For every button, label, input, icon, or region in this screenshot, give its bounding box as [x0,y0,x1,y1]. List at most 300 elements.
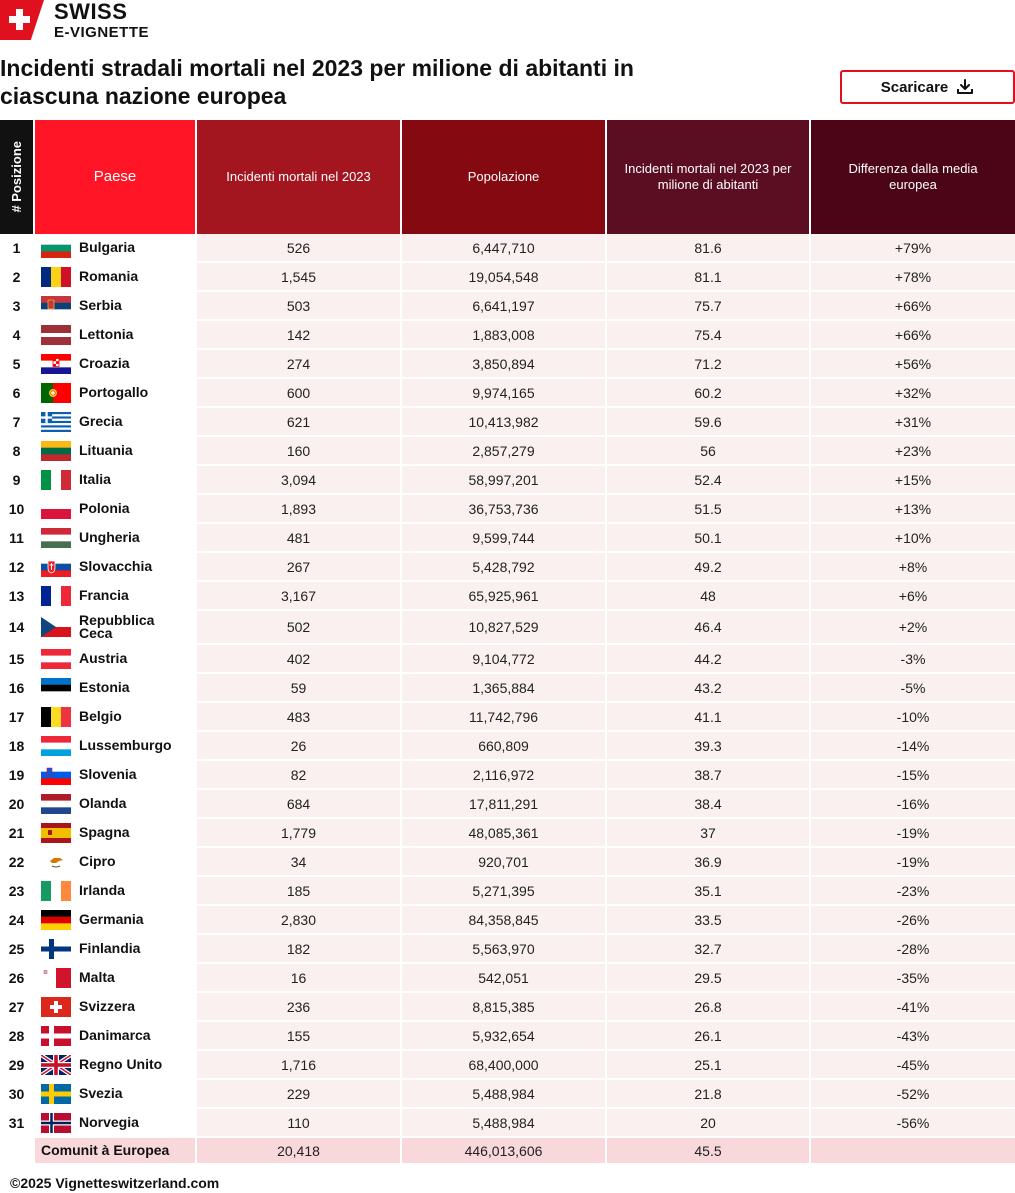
table-row [0,466,1015,495]
rank-cell: 21 [0,819,35,848]
deaths-cell: 229 [197,1080,402,1109]
population-cell: 660,809 [402,732,607,761]
per-million-cell: 43.2 [607,674,811,703]
diff-cell: -3% [811,645,1015,674]
slovenia-flag-icon [41,765,71,785]
per-million-cell: 26.8 [607,993,811,1022]
rank-cell: 14 [0,611,35,645]
romania-flag-icon [41,267,71,287]
country-cell [35,379,197,408]
table-row [0,1080,1015,1109]
diff-cell: +10% [811,524,1015,553]
rank-cell: 24 [0,906,35,935]
country-name: Spagna [79,824,130,840]
country-cell [35,321,197,350]
population-cell: 36,753,736 [402,495,607,524]
table-row [0,495,1015,524]
header-deaths: Incidenti mortali nel 2023 [197,120,402,234]
per-million-cell: 25.1 [607,1051,811,1080]
country-name: Regno Unito [79,1056,163,1072]
country-name: Danimarca [79,1027,151,1043]
table-row [0,321,1015,350]
country-name: Olanda [79,795,127,811]
copyright-footer: ©2025 Vignetteswitzerland.com [10,1175,220,1191]
rank-cell: 13 [0,582,35,611]
per-million-cell: 32.7 [607,935,811,964]
deaths-cell: 502 [197,611,402,645]
diff-cell: +79% [811,234,1015,263]
header-rank: # Posizione [0,120,35,234]
data-table [0,120,1015,1167]
rank-cell: 25 [0,935,35,964]
diff-cell: -45% [811,1051,1015,1080]
header-diff: Differenza dalla media europea [811,120,1015,234]
table-row [0,292,1015,321]
denmark-flag-icon [41,1026,71,1046]
deaths-cell: 82 [197,761,402,790]
table-row [0,848,1015,877]
table-row [0,645,1015,674]
country-name: Romania [79,268,139,284]
per-million-cell: 81.1 [607,263,811,292]
table-body [0,234,1015,1138]
diff-cell: -19% [811,848,1015,877]
brand-logo [0,0,149,40]
hungary-flag-icon [41,528,71,548]
population-cell: 2,857,279 [402,437,607,466]
diff-cell: -56% [811,1109,1015,1138]
deaths-cell: 16 [197,964,402,993]
per-million-cell: 39.3 [607,732,811,761]
per-million-cell: 81.6 [607,234,811,263]
per-million-cell: 41.1 [607,703,811,732]
rank-cell: 27 [0,993,35,1022]
rank-cell: 6 [0,379,35,408]
diff-cell: +23% [811,437,1015,466]
country-cell [35,703,197,732]
rank-cell: 4 [0,321,35,350]
country-cell [35,524,197,553]
population-cell: 5,488,984 [402,1080,607,1109]
country-cell [35,848,197,877]
diff-cell: -28% [811,935,1015,964]
country-cell [35,761,197,790]
diff-cell: +2% [811,611,1015,645]
diff-cell: -16% [811,790,1015,819]
per-million-cell: 75.7 [607,292,811,321]
total-rank-cell [0,1138,35,1165]
deaths-cell: 481 [197,524,402,553]
per-million-cell: 36.9 [607,848,811,877]
deaths-cell: 267 [197,553,402,582]
country-cell [35,582,197,611]
deaths-cell: 1,893 [197,495,402,524]
total-population: 446,013,606 [402,1138,607,1165]
diff-cell: -43% [811,1022,1015,1051]
population-cell: 9,974,165 [402,379,607,408]
austria-flag-icon [41,649,71,669]
netherlands-flag-icon [41,794,71,814]
diff-cell: +32% [811,379,1015,408]
swiss-cross-icon [0,0,44,40]
country-cell [35,1109,197,1138]
deaths-cell: 185 [197,877,402,906]
diff-cell: +31% [811,408,1015,437]
country-name: Svezia [79,1085,123,1101]
per-million-cell: 33.5 [607,906,811,935]
country-name: Bulgaria [79,239,136,255]
rank-cell: 20 [0,790,35,819]
rank-cell: 16 [0,674,35,703]
per-million-cell: 51.5 [607,495,811,524]
deaths-cell: 1,779 [197,819,402,848]
download-button[interactable] [840,70,1015,104]
per-million-cell: 48 [607,582,811,611]
germany-flag-icon [41,910,71,930]
population-cell: 5,932,654 [402,1022,607,1051]
country-name: Irlanda [79,882,125,898]
country-name: Slovacchia [79,558,153,574]
page-title: Incidenti stradali mortali nel 2023 per milione di abitanti in ciascuna nazione europea [0,55,634,109]
poland-flag-icon [41,499,71,519]
brand-line2: E-VIGNETTE [54,23,150,41]
deaths-cell: 684 [197,790,402,819]
deaths-cell: 182 [197,935,402,964]
total-row [0,1138,1015,1167]
country-name: Lettonia [79,326,134,342]
country-name: Norvegia [79,1114,139,1130]
table-row [0,761,1015,790]
country-cell [35,877,197,906]
estonia-flag-icon [41,678,71,698]
deaths-cell: 34 [197,848,402,877]
malta-flag-icon [41,968,71,988]
deaths-cell: 155 [197,1022,402,1051]
population-cell: 6,447,710 [402,234,607,263]
country-cell [35,732,197,761]
country-name: Serbia [79,297,122,313]
rank-cell: 22 [0,848,35,877]
total-deaths: 20,418 [197,1138,402,1165]
country-name: Portogallo [79,384,149,400]
diff-cell: +8% [811,553,1015,582]
rank-cell: 29 [0,1051,35,1080]
header-per-million: Incidenti mortali nel 2023 per milione di abitanti [607,120,811,234]
norway-flag-icon [41,1113,71,1133]
finland-flag-icon [41,939,71,959]
country-cell [35,234,197,263]
deaths-cell: 236 [197,993,402,1022]
per-million-cell: 59.6 [607,408,811,437]
per-million-cell: 44.2 [607,645,811,674]
latvia-flag-icon [41,325,71,345]
country-cell [35,645,197,674]
population-cell: 10,827,529 [402,611,607,645]
per-million-cell: 52.4 [607,466,811,495]
diff-cell: -14% [811,732,1015,761]
download-icon [956,78,974,96]
deaths-cell: 1,716 [197,1051,402,1080]
country-cell [35,437,197,466]
rank-cell: 3 [0,292,35,321]
population-cell: 1,883,008 [402,321,607,350]
per-million-cell: 20 [607,1109,811,1138]
rank-cell: 15 [0,645,35,674]
table-row [0,524,1015,553]
deaths-cell: 142 [197,321,402,350]
table-row [0,964,1015,993]
per-million-cell: 29.5 [607,964,811,993]
deaths-cell: 3,167 [197,582,402,611]
country-cell [35,466,197,495]
per-million-cell: 60.2 [607,379,811,408]
table-row [0,674,1015,703]
rank-cell: 18 [0,732,35,761]
country-name: Malta [79,969,115,985]
population-cell: 920,701 [402,848,607,877]
table-row [0,437,1015,466]
deaths-cell: 26 [197,732,402,761]
rank-cell: 1 [0,234,35,263]
table-row [0,703,1015,732]
greece-flag-icon [41,412,71,432]
diff-cell: -52% [811,1080,1015,1109]
table-header [0,120,1015,234]
table-row [0,819,1015,848]
population-cell: 5,488,984 [402,1109,607,1138]
diff-cell: -19% [811,819,1015,848]
deaths-cell: 600 [197,379,402,408]
diff-cell: -15% [811,761,1015,790]
country-name: Austria [79,650,128,666]
country-name: Cipro [79,853,116,869]
rank-cell: 31 [0,1109,35,1138]
deaths-cell: 503 [197,292,402,321]
table-row [0,408,1015,437]
table-row [0,611,1015,645]
population-cell: 5,271,395 [402,877,607,906]
croatia-flag-icon [41,354,71,374]
per-million-cell: 50.1 [607,524,811,553]
spain-flag-icon [41,823,71,843]
population-cell: 19,054,548 [402,263,607,292]
total-per-million: 45.5 [607,1138,811,1165]
total-diff [811,1138,1015,1165]
table-row [0,379,1015,408]
sweden-flag-icon [41,1084,71,1104]
switzerland-flag-icon [41,997,71,1017]
deaths-cell: 160 [197,437,402,466]
diff-cell: +66% [811,321,1015,350]
country-cell [35,408,197,437]
per-million-cell: 49.2 [607,553,811,582]
table-row [0,732,1015,761]
header-population: Popolazione [402,120,607,234]
table-row [0,234,1015,263]
population-cell: 1,365,884 [402,674,607,703]
country-cell [35,553,197,582]
table-row [0,1051,1015,1080]
population-cell: 9,104,772 [402,645,607,674]
country-name: Estonia [79,679,130,695]
population-cell: 3,850,894 [402,350,607,379]
diff-cell: -41% [811,993,1015,1022]
country-name: Polonia [79,500,130,516]
rank-cell: 30 [0,1080,35,1109]
rank-cell: 2 [0,263,35,292]
population-cell: 5,428,792 [402,553,607,582]
country-name: Lussemburgo [79,737,172,753]
country-name: Finlandia [79,940,141,956]
country-name: Ungheria [79,529,140,545]
country-cell [35,790,197,819]
rank-cell: 7 [0,408,35,437]
uk-flag-icon [41,1055,71,1075]
table-row [0,582,1015,611]
per-million-cell: 21.8 [607,1080,811,1109]
population-cell: 48,085,361 [402,819,607,848]
diff-cell: +56% [811,350,1015,379]
deaths-cell: 526 [197,234,402,263]
population-cell: 58,997,201 [402,466,607,495]
country-name: Repubblica Ceca [79,612,155,641]
bulgaria-flag-icon [41,238,71,258]
table-row [0,790,1015,819]
rank-cell: 28 [0,1022,35,1051]
rank-cell: 5 [0,350,35,379]
serbia-flag-icon [41,296,71,316]
per-million-cell: 71.2 [607,350,811,379]
ireland-flag-icon [41,881,71,901]
table-row [0,877,1015,906]
diff-cell: +6% [811,582,1015,611]
per-million-cell: 46.4 [607,611,811,645]
country-cell [35,611,197,645]
france-flag-icon [41,586,71,606]
country-cell [35,1022,197,1051]
luxembourg-flag-icon [41,736,71,756]
population-cell: 542,051 [402,964,607,993]
download-label: Scaricare [880,78,949,96]
country-name: Belgio [79,708,122,724]
country-name: Lituania [79,442,133,458]
diff-cell: +78% [811,263,1015,292]
cyprus-flag-icon [41,852,71,872]
country-cell [35,350,197,379]
population-cell: 68,400,000 [402,1051,607,1080]
country-cell [35,935,197,964]
deaths-cell: 621 [197,408,402,437]
deaths-cell: 110 [197,1109,402,1138]
country-cell [35,819,197,848]
country-cell [35,495,197,524]
table-row [0,1109,1015,1138]
deaths-cell: 1,545 [197,263,402,292]
italy-flag-icon [41,470,71,490]
table-row [0,906,1015,935]
per-million-cell: 56 [607,437,811,466]
rank-cell: 10 [0,495,35,524]
diff-cell: +13% [811,495,1015,524]
country-cell [35,263,197,292]
country-cell [35,674,197,703]
population-cell: 8,815,385 [402,993,607,1022]
country-name: Francia [79,587,129,603]
diff-cell: -5% [811,674,1015,703]
rank-cell: 23 [0,877,35,906]
population-cell: 65,925,961 [402,582,607,611]
diff-cell: -10% [811,703,1015,732]
deaths-cell: 402 [197,645,402,674]
country-cell [35,964,197,993]
rank-cell: 9 [0,466,35,495]
brand-line1: SWISS [54,0,128,24]
rank-cell: 19 [0,761,35,790]
per-million-cell: 37 [607,819,811,848]
country-name: Svizzera [79,998,136,1014]
per-million-cell: 38.7 [607,761,811,790]
country-name: Italia [79,471,111,487]
population-cell: 2,116,972 [402,761,607,790]
diff-cell: +15% [811,466,1015,495]
per-million-cell: 75.4 [607,321,811,350]
rank-cell: 17 [0,703,35,732]
deaths-cell: 483 [197,703,402,732]
deaths-cell: 274 [197,350,402,379]
population-cell: 5,563,970 [402,935,607,964]
diff-cell: -23% [811,877,1015,906]
country-cell [35,993,197,1022]
country-cell [35,906,197,935]
diff-cell: -35% [811,964,1015,993]
population-cell: 17,811,291 [402,790,607,819]
diff-cell: +66% [811,292,1015,321]
country-cell [35,1080,197,1109]
per-million-cell: 35.1 [607,877,811,906]
country-cell [35,1051,197,1080]
rank-cell: 12 [0,553,35,582]
czechia-flag-icon [41,617,71,637]
table-row [0,1022,1015,1051]
population-cell: 9,599,744 [402,524,607,553]
table-row [0,935,1015,964]
slovakia-flag-icon [41,557,71,577]
population-cell: 11,742,796 [402,703,607,732]
table-row [0,350,1015,379]
diff-cell: -26% [811,906,1015,935]
per-million-cell: 38.4 [607,790,811,819]
country-cell [35,292,197,321]
portugal-flag-icon [41,383,71,403]
belgium-flag-icon [41,707,71,727]
table-row [0,263,1015,292]
population-cell: 84,358,845 [402,906,607,935]
deaths-cell: 2,830 [197,906,402,935]
header-country: Paese [35,120,197,234]
rank-cell: 11 [0,524,35,553]
country-name: Grecia [79,413,123,429]
deaths-cell: 3,094 [197,466,402,495]
table-row [0,553,1015,582]
country-name: Germania [79,911,144,927]
country-name: Slovenia [79,766,137,782]
per-million-cell: 26.1 [607,1022,811,1051]
total-label: Comunit à Europea [35,1138,197,1165]
table-row [0,993,1015,1022]
rank-cell: 8 [0,437,35,466]
lithuania-flag-icon [41,441,71,461]
population-cell: 6,641,197 [402,292,607,321]
